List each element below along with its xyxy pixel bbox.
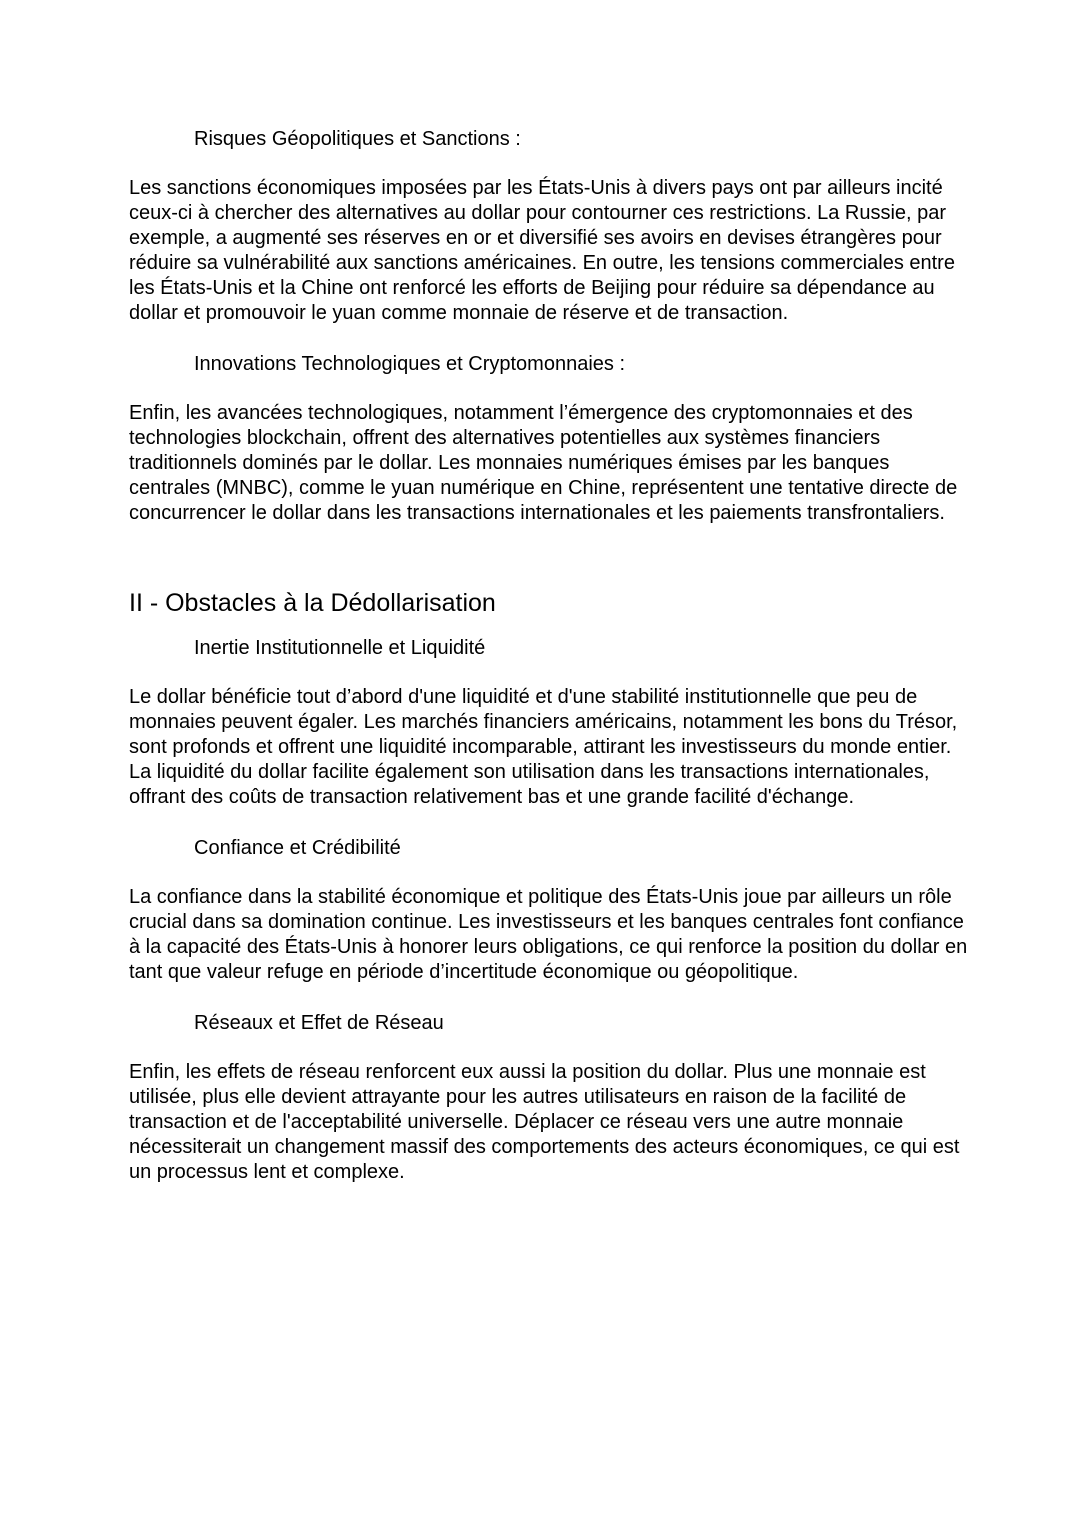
paragraph-trust: La confiance dans la stabilité économique et politique des États-Unis joue par ailleurs un rôle crucial dans sa domination continue. Les investisseurs et les banques centrales font confiance à la capacité des États-Unis à honorer leurs obligations, ce qui renforce la position du dollar en tant que valeur refuge en période d’incertitude économique ou géopolitique. bbox=[129, 886, 968, 983]
subheading-tech-innovations: Innovations Technologiques et Cryptomonnaies : bbox=[194, 353, 626, 375]
paragraph-network: Enfin, les effets de réseau renforcent eux aussi la position du dollar. Plus une monnaie est utilisée, plus elle devient attrayante pour les autres utilisateurs en raison de la facilité de transaction et de l'acceptabilité universelle. Déplacer ce réseau vers une autre monnaie nécessiterait un changement massif des comportements des acteurs économiques, ce qui est un processus lent et complexe. bbox=[129, 1061, 960, 1183]
subheading-trust-credibility: Confiance et Crédibilité bbox=[194, 837, 401, 859]
paragraph-sanctions: Les sanctions économiques imposées par les États-Unis à divers pays ont par ailleurs incité ceux-ci à chercher des alternatives au dollar pour contourner ces restrictions. La Russie, par exemple, a augmenté ses réserves en or et diversifié ses avoirs en devises étrangères pour réduire sa vulnérabilité aux sanctions américaines. En outre, les tensions commerciales entre les États-Unis et la Chine ont renforcé les efforts de Beijing pour réduire sa dépendance au dollar et promouvoir le yuan comme monnaie de réserve et de transaction. bbox=[129, 177, 955, 324]
paragraph-crypto: Enfin, les avancées technologiques, notamment l’émergence des cryptomonnaies et des technologies blockchain, offrent des alternatives potentielles aux systèmes financiers traditionnels dominés par le dollar. Les monnaies numériques émises par les banques centrales (MNBC), comme le yuan numérique en Chine, représentent une tentative directe de concurrencer le dollar dans les transactions internationales et les paiements transfrontaliers. bbox=[129, 402, 958, 524]
subheading-network-effect: Réseaux et Effet de Réseau bbox=[194, 1012, 444, 1034]
paragraph-liquidity: Le dollar bénéficie tout d’abord d'une liquidité et d'une stabilité institutionnelle que peu de monnaies peuvent égaler. Les marchés financiers américains, notamment les bons du Trésor, sont profonds et offrent une liquidité incomparable, attirant les investisseurs du monde entier. La liquidité du dollar facilite également son utilisation dans les transactions internationales, offrant des coûts de transaction relativement bas et une grande facilité d'échange. bbox=[129, 686, 958, 808]
section-title-obstacles: II - Obstacles à la Dédollarisation bbox=[129, 589, 496, 617]
document-page bbox=[129, 127, 969, 1211]
subheading-institutional-inertia: Inertie Institutionnelle et Liquidité bbox=[194, 637, 486, 659]
subheading-geopolitical-risks: Risques Géopolitiques et Sanctions : bbox=[194, 128, 521, 150]
